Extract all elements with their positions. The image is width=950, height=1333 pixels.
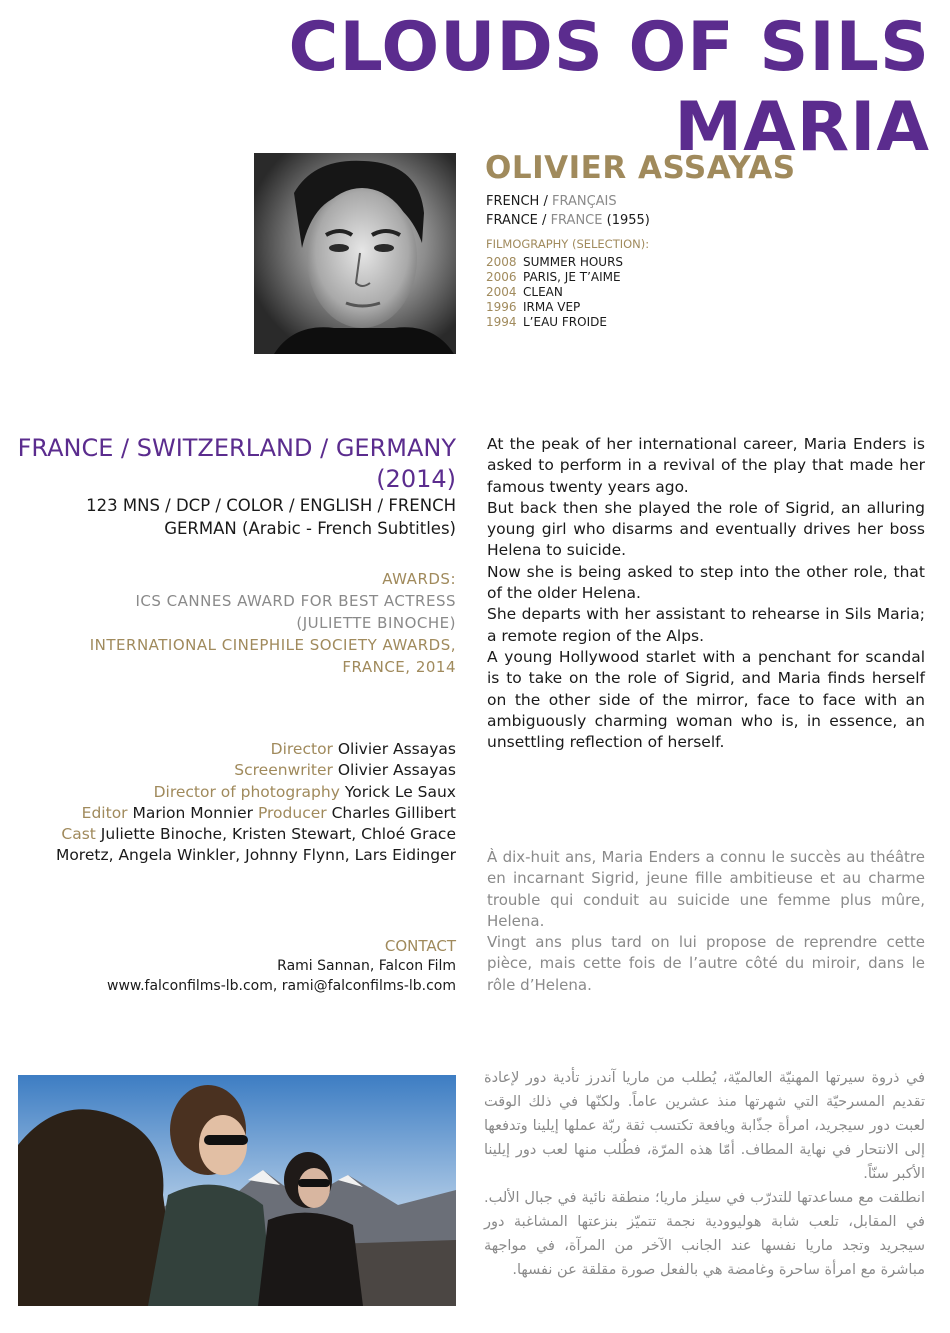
birth-year: (1955): [606, 213, 650, 228]
credit-director: [14, 739, 456, 760]
filmography-item: [486, 315, 623, 330]
country-en: FRANCE: [486, 213, 538, 228]
film-still-illustration: [18, 1075, 456, 1306]
director-bio: [486, 192, 650, 230]
award-org-line: FRANCE, 2014: [342, 658, 456, 676]
filmography-year: 2004: [486, 285, 517, 299]
filmography-item: [486, 270, 623, 285]
credit-label: Screenwriter: [234, 761, 333, 780]
film-still: [18, 1075, 456, 1306]
award-org-line: INTERNATIONAL CINEPHILE SOCIETY AWARDS,: [89, 636, 456, 654]
synopsis-paragraph: Vingt ans plus tard on lui propose de reprendre cette pièce, mais cette fois de l’autre côté du miroir, dans le rôle d’Helena.: [487, 933, 925, 994]
filmography-title: CLEAN: [523, 285, 563, 299]
director-name: OLIVIER ASSAYAS: [485, 150, 796, 186]
filmography-year: 1996: [486, 300, 517, 314]
synopsis-paragraph: A young Hollywood starlet with a penchant for scandal is to take on the role of Sigrid, and Maria finds herself on the other side of the mirror, face to face with an ambiguously charming woman who is, in essence, an unsettling reflection of herself.: [487, 647, 925, 752]
specs-line: GERMAN (Arabic - French Subtitles): [164, 519, 456, 538]
credit-label: Director of photography: [153, 782, 340, 801]
country-fr: FRANCE: [550, 213, 603, 228]
filmography-item: [486, 300, 623, 315]
synopsis-paragraph: في ذروة سيرتها المهنيّة العالميّة، يُطلب من ماريا آندرز تأدية دور لإعادة تقديم المسرحيّة التي شهرتها منذ عشرين عاماً. ولكنّها في ذلك الوقت لعبت دور سيجريد، امرأة جذّابة ويافعة تكتسب ثقة ربّة عملها إيلينا وتدفعها إلى الانتحار في نهاية المطاف. أمّا هذه المرّة، فطُلب منها لعب دور إيلينا الأكبر سنّاً.: [484, 1070, 925, 1182]
filmography-year: 2006: [486, 270, 517, 284]
credit-value: Marion Monnier: [132, 803, 253, 822]
credit-screenwriter: [14, 760, 456, 781]
contact-web-email[interactable]: www.falconfilms-lb.com, rami@falconfilms-lb.com: [107, 978, 456, 994]
director-portrait: [254, 153, 456, 354]
credit-label: Director: [270, 740, 333, 758]
credit-value: Charles Gillibert: [331, 803, 456, 822]
synopsis-english: [487, 434, 925, 753]
award-line: ICS CANNES AWARD FOR BEST ACTRESS: [135, 592, 456, 610]
nationality-line: [486, 192, 650, 211]
credit-dop: [14, 782, 456, 803]
production-countries: [14, 433, 456, 495]
countries-line: FRANCE / SWITZERLAND / GERMANY: [17, 434, 456, 462]
synopsis-paragraph: But back then she played the role of Sigrid, an alluring young girl who disarms and eventually drives her boss Helena to suicide.: [487, 498, 925, 560]
nationality-en: FRENCH: [486, 194, 540, 209]
synopsis-paragraph: À dix-huit ans, Maria Enders a connu le succès au théâtre en incarnant Sigrid, jeune fille ambitieuse et au charme trouble qui conduit au suicide une femme plus mûre, Helena.: [487, 848, 925, 930]
filmography-heading: FILMOGRAPHY (SELECTION):: [486, 237, 650, 251]
filmography-year: 2008: [486, 255, 517, 269]
filmography-item: [486, 285, 623, 300]
credit-value: Olivier Assayas: [337, 740, 456, 758]
synopsis-french: [487, 847, 925, 996]
credit-label: Producer: [257, 803, 327, 822]
filmography-year: 1994: [486, 315, 517, 329]
separator: /: [542, 213, 547, 228]
awards-heading: AWARDS:: [382, 570, 456, 588]
filmography-list: [486, 255, 623, 330]
credit-value: Yorick Le Saux: [344, 782, 456, 801]
filmography-title: SUMMER HOURS: [523, 255, 624, 269]
filmography-item: [486, 255, 623, 270]
separator: /: [543, 194, 548, 209]
specs-line: 123 MNS / DCP / COLOR / ENGLISH / FRENCH: [86, 496, 456, 515]
credit-editor-producer: [14, 803, 456, 824]
award-line: (JULIETTE BINOCHE): [296, 614, 456, 632]
credits-block: [14, 739, 456, 867]
synopsis-paragraph: She departs with her assistant to rehearse in Sils Maria; a remote region of the Alps.: [487, 605, 925, 645]
country-line: [486, 211, 650, 230]
contact-heading: CONTACT: [384, 937, 456, 955]
credit-cast-cont: Moretz, Angela Winkler, Johnny Flynn, Lars Eidinger: [55, 846, 456, 865]
technical-specs: [14, 494, 456, 540]
credit-label: Cast: [61, 825, 96, 844]
credit-value: Olivier Assayas: [337, 761, 456, 780]
synopsis-arabic: [484, 1066, 925, 1282]
filmography-title: IRMA VEP: [523, 300, 581, 314]
filmography-title: PARIS, JE T’AIME: [523, 270, 621, 284]
portrait-illustration: [254, 153, 456, 354]
credit-label: Editor: [81, 803, 128, 822]
credit-value: Juliette Binoche, Kristen Stewart, Chloé Grace: [100, 825, 456, 844]
contact-name: Rami Sannan, Falcon Film: [277, 958, 456, 974]
synopsis-paragraph: At the peak of her international career, Maria Enders is asked to perform in a revival of the play that made her famous twenty years ago.: [487, 435, 925, 496]
nationality-fr: FRANÇAIS: [551, 194, 617, 209]
film-title: CLOUDS OF SILS MARIA: [288, 8, 930, 167]
contact-block: [14, 936, 456, 996]
synopsis-paragraph: Now she is being asked to step into the other role, that of the older Helena.: [487, 562, 925, 603]
synopsis-paragraph: انطلقت مع مساعدتها للتدرّب في سيلز ماريا؛ منطقة نائية في جبال الألب. في المقابل، تلعب شابة هوليوودية نجمة تتميّز بنزعتها المشاغبة دور سيجريد وتجد ماريا نفسها عند الجانب الآخر من المرآة، في مواجهة مباشرة مع امرأة ساحرة وغامضة هي بالفعل صورة مقلقة عن نفسها.: [484, 1190, 925, 1278]
credit-cast: [14, 824, 456, 845]
awards-block: [14, 568, 456, 678]
filmography-title: L’EAU FROIDE: [523, 315, 607, 329]
year-line: (2014): [376, 465, 456, 493]
